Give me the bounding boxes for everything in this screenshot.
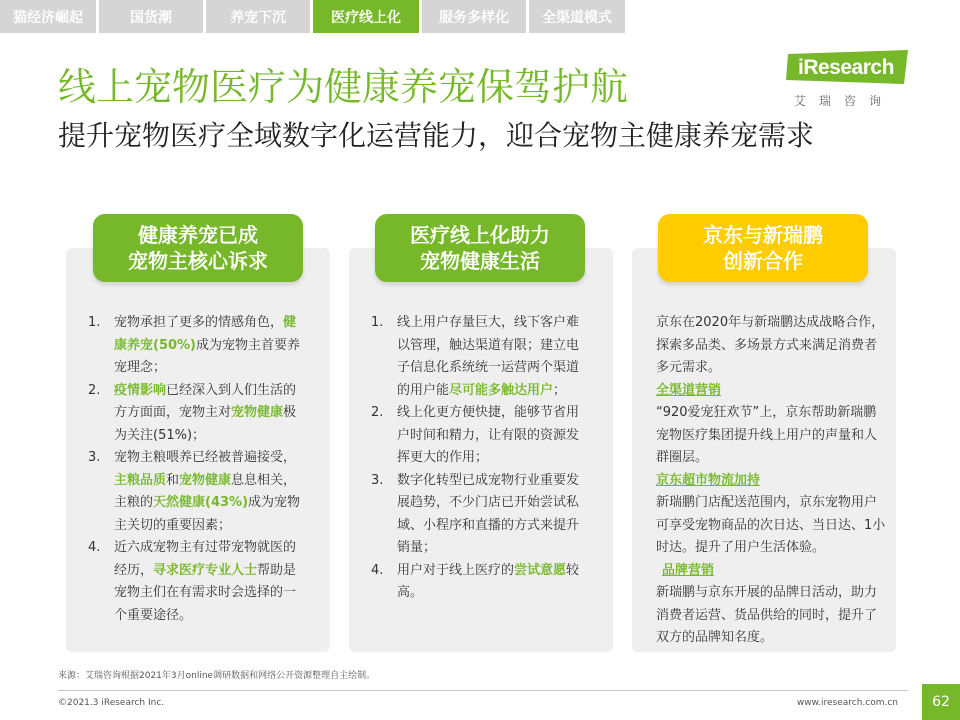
logo-brand-text: iResearch	[798, 56, 894, 79]
top-tab-bar	[0, 0, 628, 33]
item-highlight: 宠物健康	[179, 472, 232, 488]
item-number: 3.	[88, 450, 101, 465]
list-item	[371, 470, 589, 560]
item-number: 4.	[88, 540, 101, 555]
item-number: 2.	[371, 405, 384, 420]
item-text: 成为宠物主首要养宠理念；	[114, 337, 301, 375]
item-text: 宠物主粮喂养已经被普遍接受，	[114, 450, 297, 465]
page-number: 62	[922, 684, 960, 720]
item-number: 4.	[371, 562, 384, 578]
page-subtitle: 提升宠物医疗全域数字化运营能力，迎合宠物主健康养宠需求	[58, 119, 815, 152]
item-text: 用户对于线上医疗的	[397, 562, 515, 578]
list-item	[88, 537, 306, 627]
item-highlight: 尽可能多触达用户	[449, 382, 554, 398]
item-text: 已经深入到人们生活的方方面面，宠物主对	[114, 382, 297, 420]
section-title-logistics: 京东超市物流加持	[656, 472, 761, 488]
item-number: 1.	[88, 315, 101, 330]
jd-intro: 京东在2020年与新瑞鹏达成战略合作，探索多品类、多场景方式来满足消费者多元需求。	[656, 315, 885, 375]
item-highlight: 天然健康(43%)	[153, 495, 249, 510]
list-item	[371, 560, 589, 605]
item-number: 1.	[371, 315, 384, 330]
tab-medical-online[interactable]: 医疗线上化	[313, 0, 419, 33]
logo-sub-text: 艾瑞咨询	[794, 94, 895, 108]
item-highlight: 寻求医疗专业人士	[153, 562, 258, 578]
item-text: 和	[166, 472, 180, 488]
header-line: 宠物健康生活	[420, 249, 540, 273]
iresearch-logo	[786, 50, 914, 112]
section-text: 新瑞鹏与京东开展的品牌日活动，助力消费者运营、货品供给的同时，提升了双方的品牌知名度。	[656, 585, 878, 645]
item-highlight: 疫情影响	[114, 382, 167, 398]
panel-header-online-medical	[375, 214, 585, 282]
list-item	[88, 447, 306, 537]
item-text: 数字化转型已成宠物行业重要发展趋势，不少门店已开始尝试私域、小程序和直播的方式来提升销量；	[397, 472, 580, 555]
item-highlight: 尝试意愿	[514, 562, 567, 578]
tab-domestic-trend[interactable]: 国货潮	[99, 0, 203, 33]
item-text: 宠物承担了更多的情感角色，	[114, 315, 284, 330]
header-line: 宠物主核心诉求	[128, 249, 268, 273]
list-item	[371, 402, 589, 470]
item-text: 近六成宠物主有过带宠物就医的经历，	[114, 540, 297, 578]
item-text: 线上用户存量巨大，线下客户难以管理，触达渠道有限；建立电子信息化系统统一运营两个渠道的用户能	[397, 315, 580, 398]
panel-header-health	[93, 214, 303, 282]
item-highlight: 宠物健康	[231, 405, 284, 420]
section-text: “920爱宠狂欢节”上，京东帮助新瑞鹏宠物医疗集团提升线上用户的声量和人群圈层。	[656, 405, 878, 465]
header-line: 医疗线上化助力	[410, 223, 550, 247]
item-number: 2.	[88, 382, 101, 398]
section-title-omnichannel: 全渠道营销	[656, 382, 722, 398]
online-medical-list	[371, 312, 589, 605]
item-highlight: 主粮品质	[114, 472, 167, 488]
source-note: 来源：艾瑞咨询根据2021年3月online调研数据和网络公开资源整理自主绘制。	[58, 671, 376, 681]
jd-cooperation-content	[656, 312, 886, 650]
tab-service-diversity[interactable]: 服务多样化	[422, 0, 526, 33]
health-list	[88, 312, 306, 627]
item-text: 息息相关，主粮的	[114, 472, 297, 510]
section-title-brand: 品牌营销	[662, 562, 715, 578]
item-text: 帮助是宠物主们在有需求时会选择的一个重要途径。	[114, 562, 297, 623]
list-item	[371, 312, 589, 402]
header-line: 创新合作	[723, 249, 803, 273]
copyright-text: ©2021.3 iResearch Inc.	[58, 698, 165, 708]
panel-header-jd	[658, 214, 868, 282]
item-number: 3.	[371, 472, 384, 488]
tab-pet-downtier[interactable]: 养宠下沉	[206, 0, 310, 33]
page-title: 线上宠物医疗为健康养宠保驾护航	[58, 65, 629, 109]
header-line: 健康养宠已成	[138, 223, 258, 247]
item-text: 线上化更方便快捷，能够节省用户时间和精力，让有限的资源发挥更大的作用；	[397, 405, 580, 465]
footer-divider	[58, 690, 908, 691]
list-item	[88, 312, 306, 380]
section-text: 新瑞鹏门店配送范围内，京东宠物用户可享受宠物商品的次日达、当日达、1小时达。提升了用户生活体验。	[656, 495, 886, 555]
tab-cat-economy[interactable]: 猫经济崛起	[0, 0, 96, 33]
item-text: 极为关注(51%)；	[114, 405, 297, 443]
website-link[interactable]: www.iresearch.com.cn	[796, 698, 898, 708]
tab-omnichannel[interactable]: 全渠道模式	[529, 0, 625, 33]
item-text: ；	[553, 382, 567, 398]
header-line: 京东与新瑞鹏	[703, 223, 823, 247]
item-text: 较高。	[397, 562, 580, 600]
item-text: 成为宠物主关切的重要因素；	[114, 495, 301, 533]
list-item	[88, 380, 306, 448]
item-highlight: 健康养宠(50%)	[114, 315, 297, 353]
